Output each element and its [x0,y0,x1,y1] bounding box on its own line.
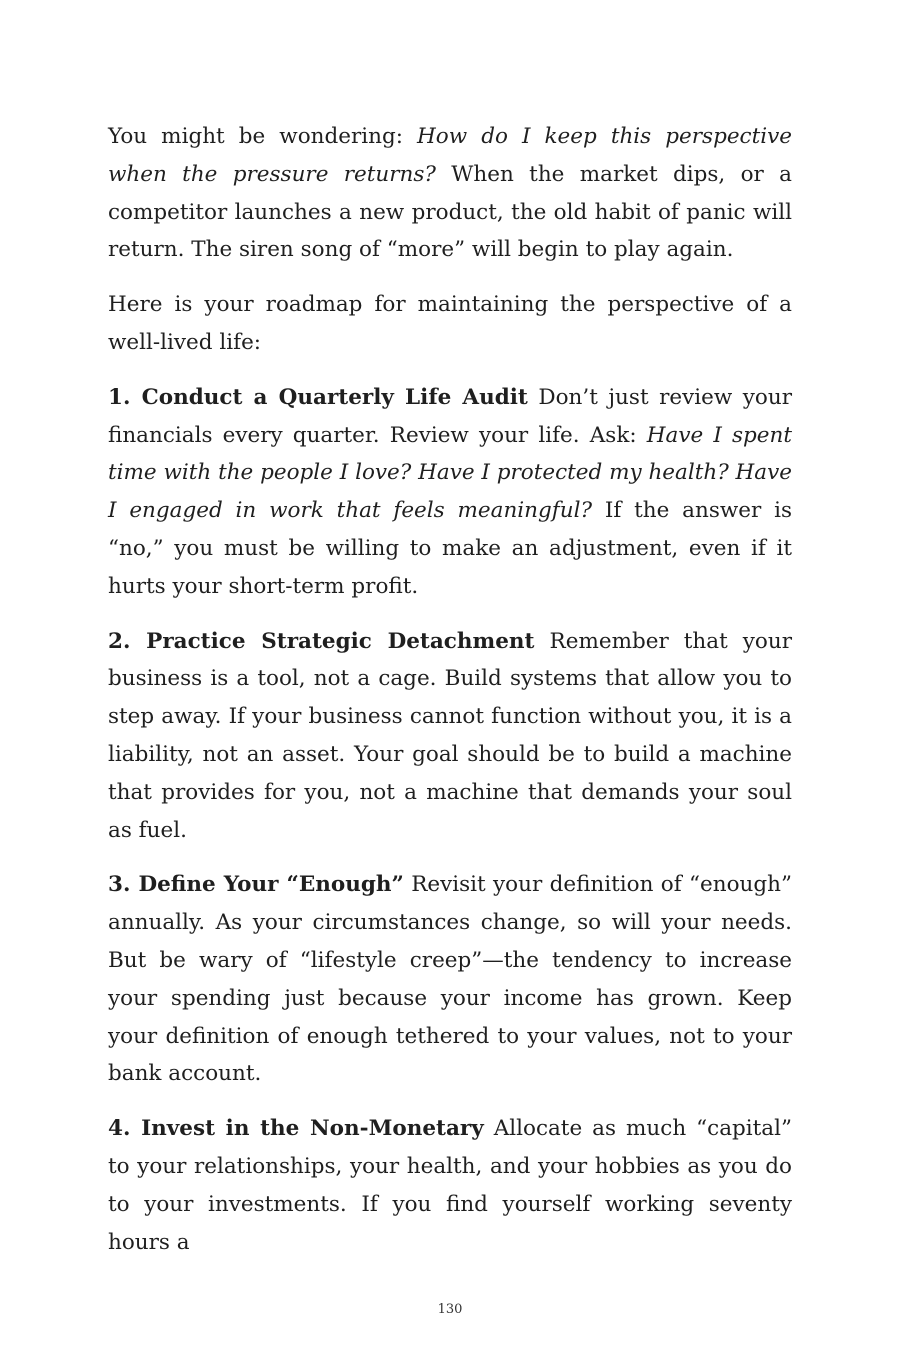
text-segment: Allocate as much “capital” to your relationships, your health, and your hobbies as you do to your investments. If you find yourself working seventy hours a [108,1116,792,1255]
step-heading: 1. Conduct a Quarterly Life Audit [108,384,528,410]
text-segment: Revisit your definition of “enough” annually. As your circumstances change, so will your needs. But be wary of “lifestyle creep”—the tendency to increase your spending just because your income has grown. Keep your definition of enough tethered to your values, not to your bank account. [108,872,792,1087]
paragraph-intro [108,118,792,269]
italic-question: How do I keep this perspective when the pressure returns? [108,124,792,187]
paragraph-roadmap-intro [108,286,792,362]
paragraph-step-2 [108,623,792,850]
step-heading: 4. Invest in the Non-Monetary [108,1116,484,1142]
text-segment: Remember that your business is a tool, not a cage. Build systems that allow you to step away. If your business cannot function without you, it is a liability, not an asset. Your goal should be to build a machine that provides for you, not a machine that demands your soul as fuel. [108,628,792,843]
page-number: 130 [437,1302,463,1317]
step-heading: 2. Practice Strategic Detachment [108,628,535,654]
text-segment: Don’t just review your financials every quarter. Review your life. Ask: [108,384,792,448]
text-segment: When the market dips, or a competitor launches a new product, the old habit of panic will return. The siren song of “more” will begin to play again. [108,161,792,263]
text-segment: You might be wondering: [108,124,418,149]
italic-questions: Have I spent time with the people I love? Have I protected my health? Have I engaged in work that feels meaningful? [108,422,792,524]
paragraph-step-3 [108,866,792,1093]
paragraph-step-4 [108,1110,792,1261]
step-heading: 3. Define Your “Enough” [108,872,404,898]
paragraph-step-1 [108,379,792,606]
text-segment: Here is your roadmap for maintaining the perspective of a well-lived life: [108,292,792,355]
text-segment: If the answer is “no,” you must be willing to make an adjustment, even if it hurts your short-term profit. [108,498,792,599]
page-body [108,118,792,1278]
